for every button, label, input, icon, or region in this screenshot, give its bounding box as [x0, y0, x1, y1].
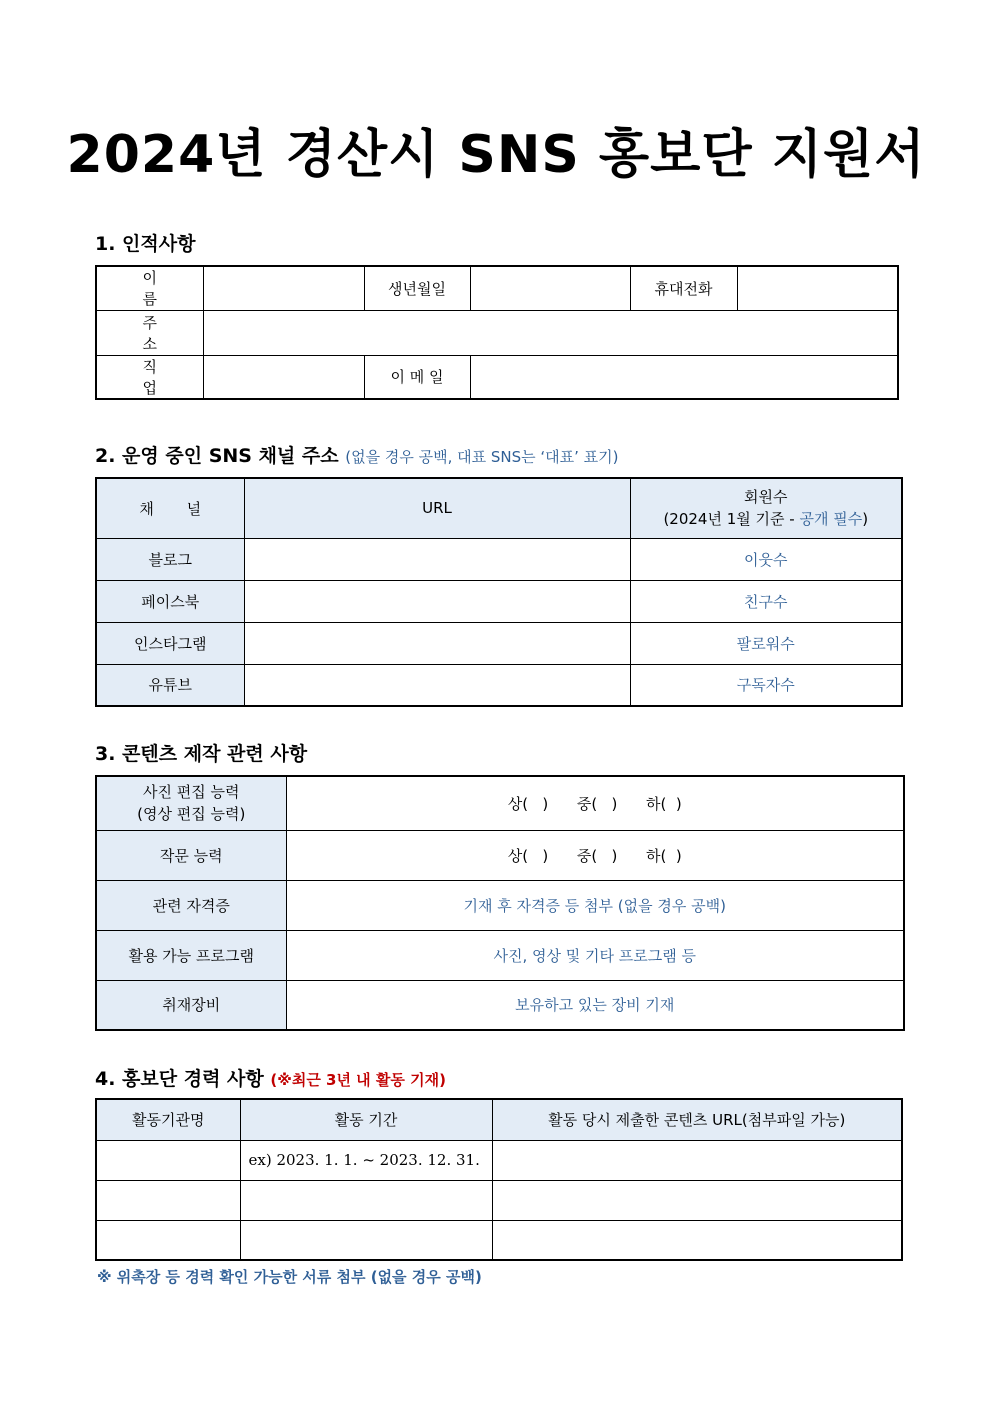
org-field[interactable] — [96, 1140, 240, 1180]
section1-heading: 1. 인적사항 — [95, 233, 196, 255]
phone-label: 휴대전화 — [630, 266, 737, 310]
section4-heading — [95, 1064, 446, 1091]
equipment-field[interactable]: 보유하고 있는 장비 기재 — [286, 980, 904, 1030]
instagram-url-field[interactable] — [244, 622, 630, 664]
section2-title: 2. 운영 중인 SNS 채널 주소 — [95, 445, 339, 467]
section4-note: (※최근 3년 내 활동 기재) — [270, 1071, 446, 1089]
birth-label: 생년월일 — [364, 266, 470, 310]
content-url-header: 활동 당시 제출한 콘텐츠 URL(첨부파일 가능) — [492, 1099, 902, 1140]
channel-blog: 블로그 — [96, 538, 244, 580]
period-field[interactable] — [240, 1180, 492, 1220]
writing-label: 작문 능력 — [96, 830, 286, 880]
facebook-metric[interactable]: 친구수 — [630, 580, 902, 622]
content-url-field[interactable] — [492, 1140, 902, 1180]
members-header-line2: (2024년 1월 기준 - 공개 필수) — [663, 510, 869, 529]
channel-facebook: 페이스북 — [96, 580, 244, 622]
page-title: 2024년 경산시 SNS 홍보단 지원서 — [66, 125, 926, 185]
name-label: 이 름 — [96, 266, 203, 310]
content-url-field[interactable] — [492, 1220, 902, 1260]
org-header: 활동기관명 — [96, 1099, 240, 1140]
address-field[interactable] — [203, 310, 898, 355]
channel-header: 채 널 — [96, 478, 244, 538]
channel-instagram: 인스타그램 — [96, 622, 244, 664]
youtube-url-field[interactable] — [244, 664, 630, 706]
sns-channel-table — [95, 477, 903, 707]
email-label: 이 메 일 — [364, 355, 470, 399]
job-label: 직 업 — [96, 355, 203, 399]
personal-info-table — [95, 265, 899, 400]
section2-note: (없을 경우 공백, 대표 SNS는 ‘대표’ 표기) — [345, 448, 619, 466]
org-field[interactable] — [96, 1220, 240, 1260]
period-example[interactable]: ex) 2023. 1. 1. ~ 2023. 12. 31. — [240, 1140, 492, 1180]
channel-youtube: 유튜브 — [96, 664, 244, 706]
section2-heading — [95, 441, 619, 468]
content-skills-table — [95, 775, 905, 1031]
phone-field[interactable] — [737, 266, 898, 310]
footnote: ※ 위촉장 등 경력 확인 가능한 서류 첨부 (없을 경우 공백) — [97, 1268, 482, 1286]
birth-field[interactable] — [470, 266, 630, 310]
facebook-url-field[interactable] — [244, 580, 630, 622]
public-required-note: 공개 필수 — [799, 510, 863, 529]
job-field[interactable] — [203, 355, 364, 399]
youtube-metric[interactable]: 구독자수 — [630, 664, 902, 706]
section4-title: 4. 홍보단 경력 사항 — [95, 1068, 264, 1090]
career-table — [95, 1098, 903, 1261]
section3-heading: 3. 콘텐츠 제작 관련 사항 — [95, 743, 308, 765]
blog-metric[interactable]: 이웃수 — [630, 538, 902, 580]
equipment-label: 취재장비 — [96, 980, 286, 1030]
members-header-line1: 회원수 — [744, 488, 788, 507]
certificate-label: 관련 자격증 — [96, 880, 286, 930]
members-header — [630, 478, 902, 538]
period-field[interactable] — [240, 1220, 492, 1260]
programs-field[interactable]: 사진, 영상 및 기타 프로그램 등 — [286, 930, 904, 980]
period-header: 활동 기간 — [240, 1099, 492, 1140]
address-label: 주 소 — [96, 310, 203, 355]
photo-edit-level[interactable]: 상( ) 중( ) 하( ) — [286, 776, 904, 830]
org-field[interactable] — [96, 1180, 240, 1220]
photo-edit-label: 사진 편집 능력 (영상 편집 능력) — [96, 776, 286, 830]
blog-url-field[interactable] — [244, 538, 630, 580]
instagram-metric[interactable]: 팔로워수 — [630, 622, 902, 664]
content-url-field[interactable] — [492, 1180, 902, 1220]
writing-level[interactable]: 상( ) 중( ) 하( ) — [286, 830, 904, 880]
url-header: URL — [244, 478, 630, 538]
certificate-field[interactable]: 기재 후 자격증 등 첨부 (없을 경우 공백) — [286, 880, 904, 930]
email-field[interactable] — [470, 355, 898, 399]
name-field[interactable] — [203, 266, 364, 310]
programs-label: 활용 가능 프로그램 — [96, 930, 286, 980]
